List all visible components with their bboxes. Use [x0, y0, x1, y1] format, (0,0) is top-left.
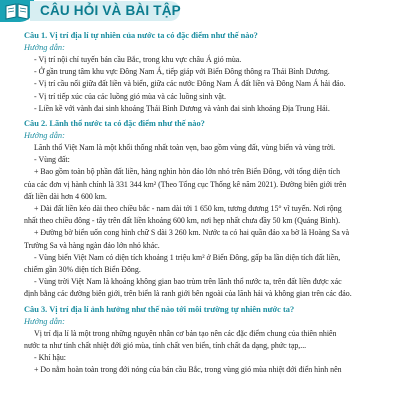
answer-line: - Vùng trời Việt Nam là khoảng không gian bao trùm trên lãnh thổ nước ta, trên đất liền được xác	[34, 277, 342, 287]
question-section	[24, 304, 392, 377]
answer-line: - Vị trí tiếp xúc của các luồng gió mùa và các luồng sinh vật.	[34, 91, 227, 101]
document-body	[24, 27, 392, 376]
answer-line: + Bao gồm toàn bộ phần đất liền, hàng nghìn hòn đảo lớn nhỏ trên Biển Đông, với tổng diện tích	[34, 167, 341, 177]
answer-line: nhất theo chiều đông - tây trên đất liền khoảng 600 km, nơi hẹp nhất chưa đầy 50 km (Quảng Bình).	[24, 216, 341, 226]
answer-line: + Đường bờ biển uốn cong hình chữ S dài 3 260 km. Nước ta có hai quần đảo xa bờ là Hoàng Sa và	[34, 228, 350, 238]
answer-line: - Khí hậu:	[34, 353, 66, 363]
answer-line: chiếm gần 30% diện tích Biển Đông.	[24, 265, 141, 275]
book-icon	[4, 2, 30, 20]
answer-line: + Dài đất liền kéo dài theo chiều bắc - nam dài tới 1 650 km, tương đương 15° vĩ tuyến. Nơi rộng	[34, 204, 342, 214]
answer-line: - Liền kề với vành đai sinh khoáng Thái Bình Dương và vành đai sinh khoáng Địa Trung Hải.	[34, 103, 330, 113]
section-banner	[0, 0, 400, 24]
answer-line: của các đơn vị hành chính là 331 344 km² (Theo Tổng cục Thống kê năm 2021). Đường biên giới trên	[24, 179, 347, 189]
guide-label: Hướng dẫn:	[24, 43, 65, 52]
answer-line: - Vùng biển Việt Nam có diện tích khoảng 1 triệu km² ở Biển Đông, gấp ba lần diện tích đất liền,	[34, 252, 341, 262]
page-title: CÂU HỎI VÀ BÀI TẬP	[40, 3, 181, 18]
answer-line: - Vị trí nội chí tuyến bán cầu Bắc, trong khu vực châu Á gió mùa.	[34, 55, 242, 64]
answer-line: Vị trí địa lí là một trong những nguyên nhân cơ bản tạo nên các đặc điểm chung của thiên nhiên	[34, 328, 337, 338]
answer-line: Lãnh thổ Việt Nam là một khối thống nhất toàn vẹn, bao gồm vùng đất, vùng biển và vùng trời.	[34, 143, 336, 153]
guide-label: Hướng dẫn:	[24, 316, 65, 326]
guide-label: Hướng dẫn:	[24, 131, 65, 141]
question-section	[24, 118, 392, 301]
answer-line: nước ta như tính chất nhiệt đới gió mùa, tính chất ven biển, tính chất đa dạng, phức tạp,...	[24, 340, 307, 350]
answer-line: đất liền dài hơn 4 600 km.	[24, 191, 107, 201]
question-section	[24, 30, 392, 115]
answer-line: - Ở gần trung tâm khu vực Đông Nam Á, tiếp giáp với Biển Đông thông ra Thái Bình Dương.	[34, 67, 330, 77]
answer-line: - Vùng đất:	[34, 155, 70, 165]
answer-line: định bằng các đường biên giới, trên biển là ranh giới bên ngoài của lãnh hải và không gian trên các đảo.	[24, 289, 352, 299]
answer-line: - Vị trí cầu nối giữa đất liền và biển, giữa các nước Đông Nam Á đất liền và Đông Nam Á hải đảo.	[34, 79, 346, 89]
answer-line: Trường Sa và hàng ngàn đảo lớn nhỏ khác.	[24, 240, 160, 250]
question-heading: Câu 3. Vị trí địa lí ảnh hưởng như thế nào tới môi trường tự nhiên nước ta?	[24, 304, 295, 314]
question-heading: Câu 2. Lãnh thổ nước ta có đặc điểm như thế nào?	[24, 119, 205, 129]
answer-line: + Do nằm hoàn toàn trong đới nóng của bán cầu Bắc, trong vùng gió mùa nhiệt đới điển hình nên	[34, 365, 342, 375]
question-heading: Câu 1. Vị trí địa lí tự nhiên của nước ta có đặc điểm như thế nào?	[24, 31, 258, 40]
